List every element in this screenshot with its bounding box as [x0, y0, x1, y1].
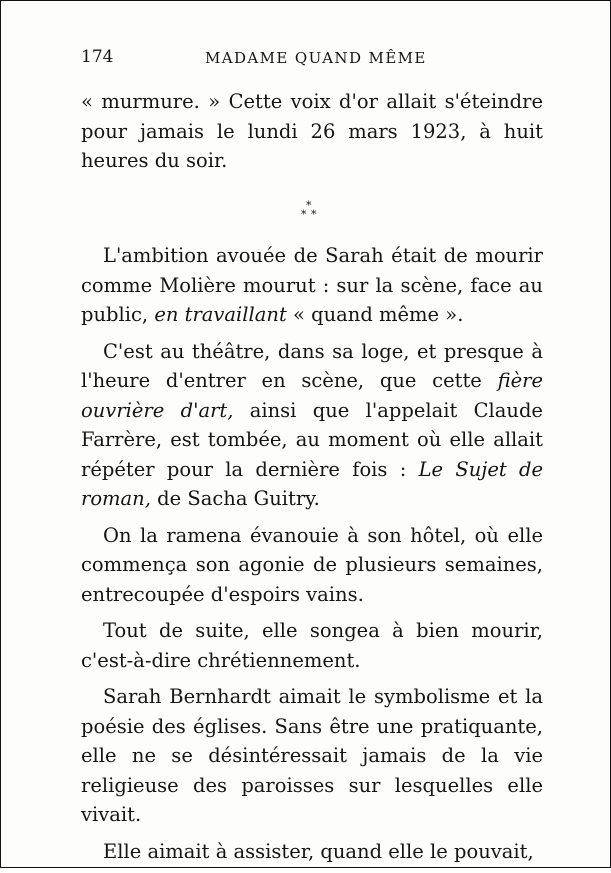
page-header: [81, 47, 543, 71]
italic-phrase: fière ouvrière d'art,: [81, 369, 543, 422]
paragraph-assister: Elle aimait à assister, quand elle le pouvait,: [103, 839, 534, 863]
text-block-top: [81, 87, 543, 183]
asterisk-mark: *: [306, 199, 312, 212]
text-block-main: [81, 241, 543, 873]
paragraph-mourir: Tout de suite, elle songea à bien mourir, c'est-à-dire chrétiennement.: [81, 619, 543, 672]
asterisk-mark: *: [311, 208, 317, 221]
paragraph-ambition: L'ambition avouée de Sarah était de mourir comme Molière mourut : sur la scène, face au public, en travaillant « quand même ».: [81, 244, 543, 326]
paragraph-hotel: On la ramena évanouie à son hôtel, où elle commença son agonie de plusieurs semaines, entrecoupée d'espoirs vains.: [81, 523, 543, 606]
paragraph-theatre: C'est au théâtre, dans sa loge, et presque à l'heure d'entrer en scène, que cette fière ouvrière d'art, ainsi que l'appelait Claude Farrère, est tombée, au moment où elle allait répéter pour la dernière fois : Le Sujet de roman, de Sacha Guitry.: [81, 339, 543, 510]
italic-title: Le Sujet de roman,: [81, 457, 543, 510]
paragraph-symbolisme: Sarah Bernhardt aimait le symbolisme et la poésie des églises. Sans être une pratiquante, elle ne se désintéressait jamais de la vie religieuse des paroisses sur lesquelles elle vivait.: [81, 685, 543, 826]
paragraph-continuation: « murmure. » Cette voix d'or allait s'éteindre pour jamais le lundi 26 mars 1923, à huit heures du soir.: [81, 90, 543, 172]
page-number: 174: [81, 47, 114, 67]
asterisk-mark: *: [301, 208, 307, 221]
asterism-separator: [301, 197, 321, 223]
running-title: MADAME QUAND MÊME: [205, 49, 427, 67]
italic-phrase: en travaillant: [154, 303, 287, 326]
